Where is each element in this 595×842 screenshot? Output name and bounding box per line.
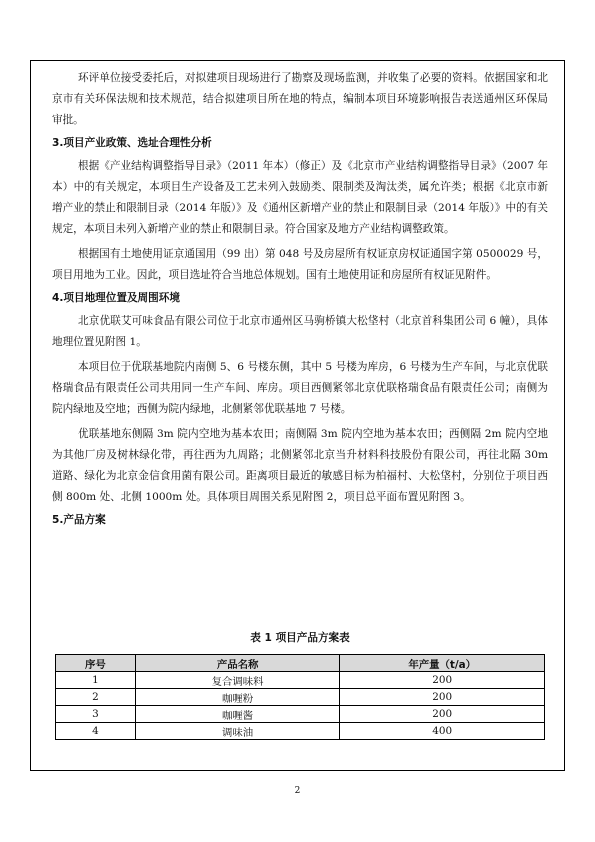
section-4-heading: 4.项目地理位置及周围环境 xyxy=(52,292,180,304)
col-header-output: 年产量（t/a） xyxy=(340,655,545,672)
document-body xyxy=(52,68,548,533)
product-table xyxy=(55,654,545,740)
table-caption: 表 1 项目产品方案表 xyxy=(250,632,350,644)
table-row xyxy=(56,672,545,689)
intro-paragraph: 环评单位接受委托后，对拟建项目现场进行了勘察及现场监测，并收集了必要的资料。依据国家和北京市有关环保法规和技术规范，结合拟建项目所在地的特点，编制本项目环境影响报告表送通州区环保局审批。 xyxy=(52,72,548,126)
page-number: 2 xyxy=(294,786,301,796)
cell-output: 200 xyxy=(340,672,545,689)
col-header-index: 序号 xyxy=(56,655,136,672)
cell-product: 复合调味料 xyxy=(135,672,340,689)
table-row xyxy=(56,706,545,723)
table-header-row xyxy=(56,655,545,672)
section-4-paragraph-2: 本项目位于优联基地院内南侧 5、6 号楼东侧，其中 5 号楼为库房，6 号楼为生产车间，与北京优联格瑞食品有限责任公司共用同一生产车间、库房。项目西侧紧邻北京优联格瑞食品有限责任公司；南侧为院内绿地及空地；西侧为院内绿地，北侧紧邻优联基地 7 号楼。 xyxy=(52,361,548,415)
cell-index: 2 xyxy=(56,689,136,706)
section-3-paragraph-2: 根据国有土地使用证京通国用（99 出）第 048 号及房屋所有权证京房权证通国字第 0500029 号，项目用地为工业。因此，项目选址符合当地总体规划。国有土地使用证和房屋所有权证见附件。 xyxy=(52,248,548,281)
cell-product: 调味油 xyxy=(135,723,340,740)
cell-product: 咖喱酱 xyxy=(135,706,340,723)
section-4-paragraph-1: 北京优联艾可味食品有限公司位于北京市通州区马驹桥镇大松垡村（北京首科集团公司 6 幢），具体地理位置见附图 1。 xyxy=(52,315,548,348)
cell-output: 200 xyxy=(340,689,545,706)
cell-index: 4 xyxy=(56,723,136,740)
col-header-product: 产品名称 xyxy=(135,655,340,672)
cell-output: 200 xyxy=(340,706,545,723)
table-row xyxy=(56,723,545,740)
cell-index: 1 xyxy=(56,672,136,689)
table-row xyxy=(56,689,545,706)
section-4-paragraph-3: 优联基地东侧隔 3m 院内空地为基本农田；南侧隔 3m 院内空地为基本农田；西侧隔 2m 院内空地为其他厂房及树林绿化带，再往西为九周路；北侧紧邻北京当升材料科技股份有限公司，再往北隔 30m 道路、绿化为北京金信食用菌有限公司。距离项目最近的敏感目标为柏福村、大松垡村，分别位于项目西侧 800m 处、北侧 1000m 处。具体项目周围关系见附图 2，项目总平面布置见附图 3。 xyxy=(52,428,548,503)
section-3-heading: 3.项目产业政策、选址合理性分析 xyxy=(52,137,212,149)
cell-output: 400 xyxy=(340,723,545,740)
cell-index: 3 xyxy=(56,706,136,723)
section-5-heading: 5.产品方案 xyxy=(52,514,106,526)
cell-product: 咖喱粉 xyxy=(135,689,340,706)
section-3-paragraph-1: 根据《产业结构调整指导目录》（2011 年本）（修正）及《北京市产业结构调整指导目录》（2007 年本）中的有关规定，本项目生产设备及工艺未列入鼓励类、限制类及淘汰类，属允许类；根据《北京市新增产业的禁止和限制目录（2014 年版）》及《通州区新增产业的禁止和限制目录（2014 年版）》中的有关规定，本项目未列入新增产业的禁止和限制目录。符合国家及地方产业结构调整政策。 xyxy=(52,160,548,235)
